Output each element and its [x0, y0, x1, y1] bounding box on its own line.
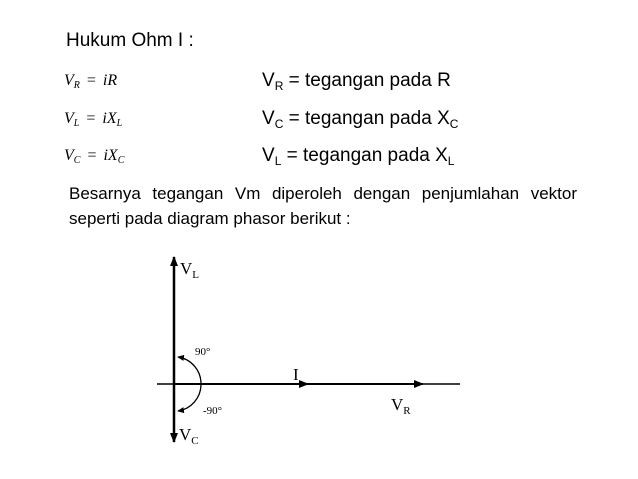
def-symbol-sub: R	[274, 79, 284, 93]
eq-rhs-sub: L	[116, 118, 123, 129]
eq-rhs: iX	[102, 110, 117, 127]
eq-lhs: V	[64, 72, 74, 89]
eq-rhs: iR	[102, 72, 118, 89]
eq-op: =	[86, 72, 96, 89]
label-vr-main: V	[391, 395, 404, 414]
eq-op: =	[86, 110, 96, 127]
label-angle-negative: -90°	[203, 405, 223, 417]
eq-lhs: V	[64, 147, 74, 164]
label-vl-sub: L	[192, 269, 200, 281]
def-symbol-sub: C	[274, 117, 284, 131]
label-vc	[179, 425, 199, 447]
def-symbol: V	[262, 70, 275, 91]
eq-rhs-sub: C	[117, 155, 125, 166]
eq-rhs: iX	[103, 147, 118, 164]
def-symbol: V	[262, 145, 275, 166]
def-text: = tegangan pada X	[283, 108, 450, 129]
description-paragraph: Besarnya tegangan Vm diperoleh dengan penjumlahan vektor seperti pada diagram phasor berikut :	[69, 184, 577, 228]
def-text-sub: C	[449, 117, 459, 131]
def-symbol: V	[262, 108, 275, 129]
eq-op: =	[87, 147, 97, 164]
angle-arc-negative	[178, 385, 201, 411]
eq-lhs: V	[64, 110, 74, 127]
def-text: = tegangan pada R	[283, 70, 451, 91]
label-i: I	[293, 365, 299, 384]
eq-lhs-sub: R	[73, 80, 80, 91]
def-text: = tegangan pada X	[281, 145, 448, 166]
label-vc-main: V	[179, 425, 192, 444]
def-symbol-sub: L	[274, 154, 282, 168]
label-angle-positive: 90°	[195, 346, 211, 358]
label-vc-sub: C	[191, 435, 199, 447]
label-vr	[391, 395, 411, 417]
eq-lhs-sub: L	[73, 118, 80, 129]
label-vr-sub: R	[403, 405, 411, 417]
label-vl	[180, 259, 199, 281]
label-vl-main: V	[180, 259, 193, 278]
page-title: Hukum Ohm I :	[66, 30, 194, 51]
angle-arc-positive	[178, 357, 201, 384]
def-text-sub: L	[447, 154, 455, 168]
eq-lhs-sub: C	[73, 155, 81, 166]
